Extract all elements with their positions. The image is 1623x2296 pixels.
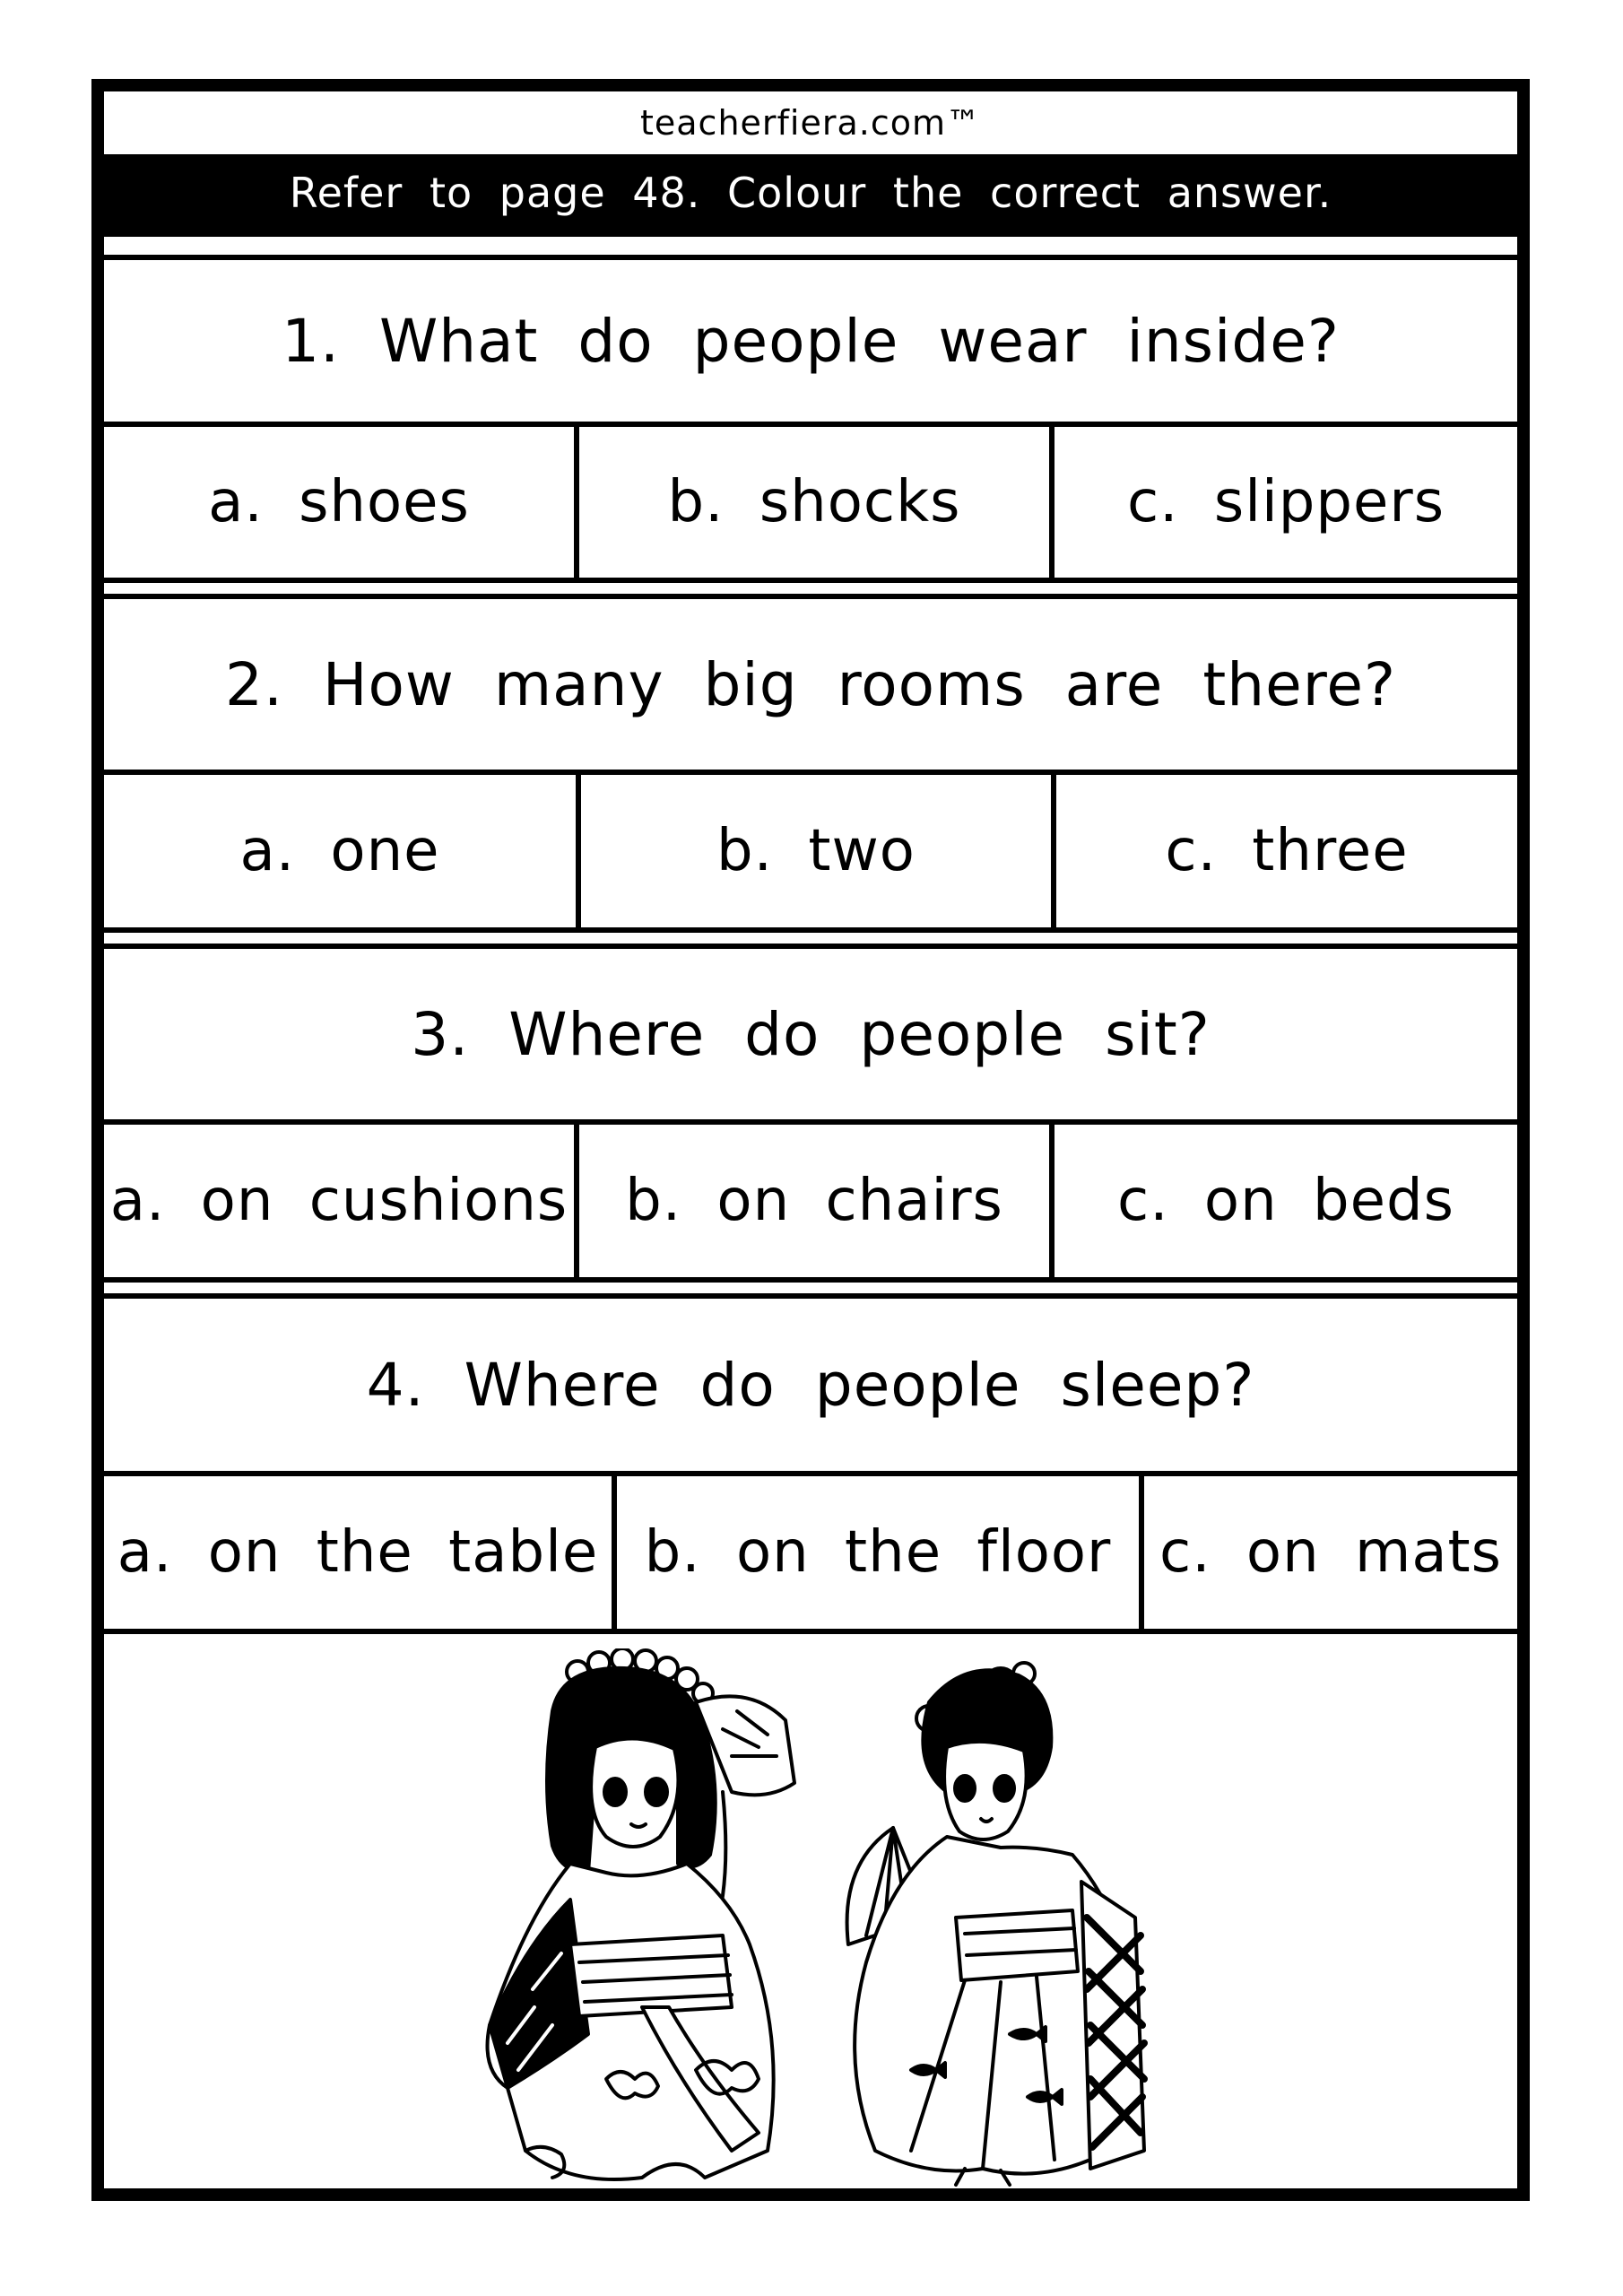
answer-option-4b[interactable]: b. on the floor	[612, 1476, 1139, 1629]
right-girl-figure	[847, 1663, 1144, 2185]
answer-option-2c[interactable]: c. three	[1051, 775, 1517, 927]
divider	[104, 927, 1517, 933]
question-4: 4. Where do people sleep?	[366, 1350, 1255, 1420]
answer-option-1a[interactable]: a. shoes	[208, 469, 470, 535]
worksheet-frame	[91, 79, 1530, 2201]
divider	[104, 231, 1517, 237]
answer-option-2a[interactable]: a. one	[239, 818, 440, 884]
answer-option-3c[interactable]: c. on beds	[1049, 1125, 1517, 1277]
answer-option-2b[interactable]: b. two	[576, 775, 1051, 927]
credit-line: teacherfiera.com™	[639, 103, 981, 143]
kimono-girls-illustration	[104, 1648, 1517, 2188]
answer-row-2	[104, 775, 1517, 927]
answer-option-1c[interactable]: c. slippers	[1049, 427, 1517, 578]
divider	[104, 1277, 1517, 1283]
left-girl-figure	[488, 1648, 795, 2179]
answer-option-3b[interactable]: b. on chairs	[574, 1125, 1049, 1277]
answer-row-1	[104, 427, 1517, 578]
answer-option-3a[interactable]: a. on cushions	[109, 1168, 568, 1234]
question-3: 3. Where do people sit?	[411, 999, 1211, 1069]
question-1: 1. What do people wear inside?	[282, 306, 1340, 376]
answer-option-1b[interactable]: b. shocks	[574, 427, 1049, 578]
instruction-banner: Refer to page 48. Colour the correct answer.	[104, 154, 1517, 231]
answer-row-3	[104, 1125, 1517, 1277]
answer-option-4c[interactable]: c. on mats	[1139, 1476, 1517, 1629]
question-2: 2. How many big rooms are there?	[224, 649, 1397, 719]
answer-option-4a[interactable]: a. on the table	[117, 1519, 599, 1586]
answer-row-4	[104, 1476, 1517, 1629]
divider	[104, 578, 1517, 583]
divider	[104, 1629, 1517, 1634]
